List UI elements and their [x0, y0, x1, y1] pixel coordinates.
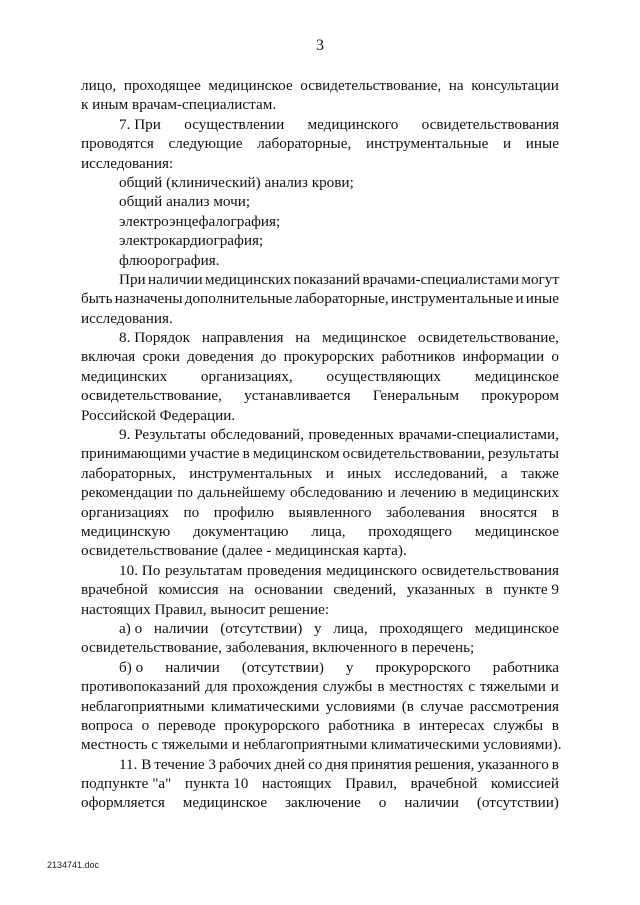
text-segment: на	[229, 581, 244, 599]
text-segment: решения,	[414, 755, 475, 773]
text-line	[81, 309, 559, 328]
text-segment: документацию	[192, 522, 289, 540]
text-segment: работников	[381, 348, 456, 366]
text-segment: медицинское	[208, 77, 293, 94]
text-segment: медицинских	[204, 270, 292, 288]
text-segment: организациях	[81, 503, 169, 521]
footer-filename: 2134741.doc	[47, 860, 100, 870]
text-segment: инструментальных	[189, 464, 313, 482]
text-segment: неблагоприятными	[81, 697, 205, 715]
text-segment: освидетельствование,	[81, 387, 222, 405]
text-segment: со	[308, 755, 323, 773]
text-segment: дополнительные	[184, 290, 293, 308]
text-line	[81, 115, 559, 134]
text-line	[81, 251, 559, 270]
text-segment: освидетельствования	[421, 561, 559, 579]
text-segment: наличии	[165, 658, 220, 676]
text-segment: электроэнцефалография;	[119, 212, 281, 230]
text-segment: медицинского	[307, 115, 399, 133]
text-segment: противопоказаний	[81, 678, 201, 696]
text-segment: проходящего	[368, 522, 452, 540]
text-segment: (отсутствии)	[220, 619, 303, 637]
text-segment: лица,	[333, 619, 368, 637]
text-segment: и	[387, 484, 396, 502]
text-segment: условиями	[325, 697, 396, 715]
text-segment: у	[313, 619, 322, 637]
text-segment: а) о	[119, 619, 143, 637]
text-segment: прокурорского	[224, 716, 320, 734]
text-segment: Генеральным	[372, 387, 459, 405]
text-segment: иные	[525, 290, 559, 308]
text-line	[81, 561, 559, 580]
text-segment: сроки	[142, 348, 180, 366]
text-segment: службы	[493, 716, 544, 734]
text-segment: в	[242, 445, 250, 463]
text-line	[81, 270, 559, 289]
text-segment: проведения	[246, 561, 322, 579]
text-segment: результатам	[164, 561, 243, 579]
text-segment: рассмотрения	[469, 697, 559, 715]
text-segment: обследований,	[210, 426, 304, 444]
text-segment: пункта 10	[184, 775, 249, 793]
text-segment: комиссия	[158, 581, 219, 599]
text-segment: освидетельствование,	[418, 329, 559, 347]
text-segment: результаты	[487, 445, 559, 463]
text-segment: проводятся	[81, 135, 154, 153]
text-line	[81, 289, 559, 308]
text-segment: (отсутствии)	[476, 794, 559, 812]
text-segment: врачебной	[410, 775, 478, 793]
text-segment: проходящее	[123, 77, 201, 94]
text-line	[81, 192, 559, 211]
text-segment: прокурорских	[283, 348, 375, 366]
text-segment: прокурорского	[375, 658, 471, 676]
text-segment: заключение	[285, 794, 361, 812]
text-segment: также	[520, 464, 559, 482]
text-segment: оформляется	[81, 794, 165, 812]
text-segment: лабораторных,	[81, 464, 176, 482]
text-segment: вопроса	[81, 716, 134, 734]
text-segment: климатическими	[210, 697, 320, 715]
text-segment: о	[378, 794, 387, 812]
text-segment: консультации	[471, 77, 559, 94]
text-segment: обследованию	[290, 484, 383, 502]
text-segment: работника	[328, 716, 395, 734]
text-segment: а	[500, 464, 508, 482]
text-line	[81, 619, 559, 638]
text-segment: и	[550, 678, 559, 696]
text-segment: флюорография.	[119, 251, 220, 269]
text-segment: медицинского	[326, 561, 418, 579]
text-segment: лабораторные,	[257, 135, 352, 153]
text-line	[81, 483, 559, 502]
text-line	[81, 503, 559, 522]
text-segment: медицинском	[252, 445, 340, 463]
text-segment: 8. Порядок	[119, 329, 191, 347]
text-segment: общий анализ мочи;	[119, 193, 251, 211]
text-line	[81, 231, 559, 250]
text-segment: общий (клинический) анализ крови;	[119, 173, 354, 191]
text-line	[81, 347, 559, 366]
text-segment: врачебной	[81, 581, 148, 599]
text-segment: в	[377, 678, 385, 696]
text-segment: для	[205, 678, 228, 696]
text-segment: направления	[201, 329, 284, 347]
text-segment: пункте 9	[503, 581, 559, 599]
text-line	[81, 638, 559, 657]
text-segment: случае	[420, 697, 464, 715]
text-segment: назначены	[114, 290, 183, 308]
text-segment: службы	[322, 678, 373, 696]
text-segment: местностях	[389, 678, 464, 696]
text-segment: электрокардиография;	[119, 232, 264, 250]
text-segment: вносятся	[479, 503, 538, 521]
text-segment: проведенных	[308, 426, 394, 444]
text-segment: освидетельствовании,	[342, 445, 485, 463]
text-segment: участие	[189, 445, 240, 463]
text-segment: лица,	[311, 522, 346, 540]
text-segment: лабораторные,	[294, 290, 389, 308]
text-segment: и	[325, 464, 334, 482]
text-segment: выявленного	[288, 503, 372, 521]
text-segment: тяжелыми	[479, 678, 546, 696]
text-segment: лечению	[400, 484, 457, 502]
text-segment: указанных	[406, 581, 476, 599]
text-segment: дня	[325, 755, 349, 773]
text-segment: на	[448, 77, 464, 94]
text-segment: 9. Результаты	[119, 426, 206, 444]
text-segment: следующие	[168, 135, 243, 153]
text-segment: до	[261, 348, 277, 366]
text-line	[81, 212, 559, 231]
text-segment: заболевания	[386, 503, 466, 521]
text-segment: по	[183, 503, 200, 521]
text-segment: в	[551, 716, 559, 734]
text-segment: медицинских	[81, 367, 168, 385]
text-segment: в	[551, 755, 559, 773]
text-segment: местность с тяжелыми и неблагоприятными климатическими условиями).	[81, 736, 562, 754]
text-segment: освидетельствование,	[300, 77, 442, 94]
text-segment: наличии	[153, 619, 209, 637]
text-line	[81, 774, 559, 793]
text-segment: течение 3	[154, 755, 217, 773]
text-segment: наличии	[148, 270, 203, 288]
text-line	[81, 95, 559, 114]
text-segment: медицинское	[321, 329, 407, 347]
text-segment: в	[403, 716, 411, 734]
text-segment: прокурором	[481, 387, 559, 405]
text-segment: в	[460, 484, 469, 502]
text-segment: иные	[525, 135, 559, 153]
text-segment: осуществляющих	[326, 367, 442, 385]
text-segment: указанного	[477, 755, 549, 773]
text-line	[81, 464, 559, 483]
text-segment: врачами-специалистами,	[398, 426, 559, 444]
text-segment: основании	[254, 581, 323, 599]
text-line	[81, 154, 559, 173]
text-segment: могут	[521, 270, 559, 288]
text-segment: 10. По	[119, 561, 161, 579]
text-segment: принятия	[351, 755, 412, 773]
text-line	[81, 522, 559, 541]
text-segment: б) о	[119, 658, 144, 676]
text-segment: к иным врачам-специалистам.	[81, 96, 277, 114]
text-segment: медицинское	[182, 794, 268, 812]
text-segment: о	[141, 716, 150, 734]
text-segment: При	[119, 270, 146, 288]
text-segment: дальнейшему	[197, 484, 286, 502]
text-segment: информации	[462, 348, 545, 366]
text-line	[81, 367, 559, 386]
text-segment: медицинскую	[81, 522, 171, 540]
text-line	[81, 716, 559, 735]
text-segment: исследования:	[81, 154, 174, 172]
text-line	[81, 76, 559, 95]
text-segment: врачами-специалистами	[362, 270, 520, 288]
text-line	[81, 425, 559, 444]
text-line	[81, 386, 559, 405]
text-segment: сведений,	[333, 581, 397, 599]
text-segment: настоящих Правил, выносит решение:	[81, 600, 330, 618]
text-segment: исследования.	[81, 309, 173, 327]
text-line	[81, 755, 559, 774]
text-line	[81, 793, 559, 812]
text-line	[81, 444, 559, 463]
text-segment: переводе	[157, 716, 216, 734]
text-segment: включая	[81, 348, 136, 366]
text-segment: освидетельствование, заболевания, включенного в перечень;	[81, 639, 475, 657]
text-segment: организациях,	[200, 367, 293, 385]
text-segment: 11. В	[119, 755, 152, 773]
text-segment: прохождения	[232, 678, 318, 696]
text-segment: наличии	[404, 794, 459, 812]
text-line	[81, 677, 559, 696]
text-segment: дней	[274, 755, 306, 773]
text-segment: интересах	[418, 716, 485, 734]
text-line	[81, 600, 559, 619]
text-segment: работника	[492, 658, 559, 676]
text-segment: медицинское	[474, 522, 559, 540]
text-segment: освидетельствования	[421, 115, 559, 133]
text-segment: исследований,	[394, 464, 488, 482]
text-line	[81, 580, 559, 599]
text-segment: доведения	[187, 348, 254, 366]
text-segment: быть	[81, 290, 113, 308]
text-segment: показаний	[293, 270, 361, 288]
text-segment: по	[177, 484, 193, 502]
text-segment: медицинских	[472, 484, 559, 502]
text-line	[81, 173, 559, 192]
text-segment: лицо,	[81, 77, 117, 94]
text-segment: в	[485, 581, 493, 599]
text-segment: рекомендации	[81, 484, 173, 502]
text-segment: инструментальные	[365, 135, 489, 153]
text-segment: принимающими	[81, 445, 187, 463]
text-segment: профилю	[213, 503, 275, 521]
text-segment: проходящего	[379, 619, 464, 637]
text-line	[81, 406, 559, 425]
text-segment: в	[551, 503, 559, 521]
text-line	[81, 541, 559, 560]
text-segment: на	[295, 329, 311, 347]
text-segment: инструментальные	[390, 290, 514, 308]
text-segment: Правил,	[345, 775, 398, 793]
text-segment: и	[502, 135, 512, 153]
text-segment: у	[345, 658, 354, 676]
text-segment: освидетельствование (далее - медицинская карта).	[81, 542, 407, 560]
text-segment: осуществлении	[184, 115, 285, 133]
text-segment: медицинское	[474, 619, 559, 637]
text-segment: устанавливается	[244, 387, 351, 405]
page-number: 3	[316, 37, 324, 54]
text-segment: (в	[401, 697, 414, 715]
text-segment: Российской Федерации.	[81, 406, 236, 424]
text-segment: настоящих	[261, 775, 332, 793]
text-segment: с	[468, 678, 476, 696]
text-segment: и	[515, 290, 524, 308]
text-segment: медицинское	[474, 367, 559, 385]
text-segment: подпункте "а"	[81, 775, 172, 793]
text-segment: 7. При	[119, 115, 161, 133]
text-line	[81, 328, 559, 347]
text-line	[81, 735, 562, 754]
text-segment: комиссией	[490, 775, 559, 793]
text-segment: иных	[347, 464, 382, 482]
text-segment: о	[551, 348, 559, 366]
text-line	[81, 134, 559, 153]
text-segment: рабочих	[218, 755, 272, 773]
text-line	[81, 658, 559, 677]
document-body	[81, 76, 562, 813]
text-line	[81, 697, 559, 716]
text-segment: (отсутствии)	[241, 658, 324, 676]
